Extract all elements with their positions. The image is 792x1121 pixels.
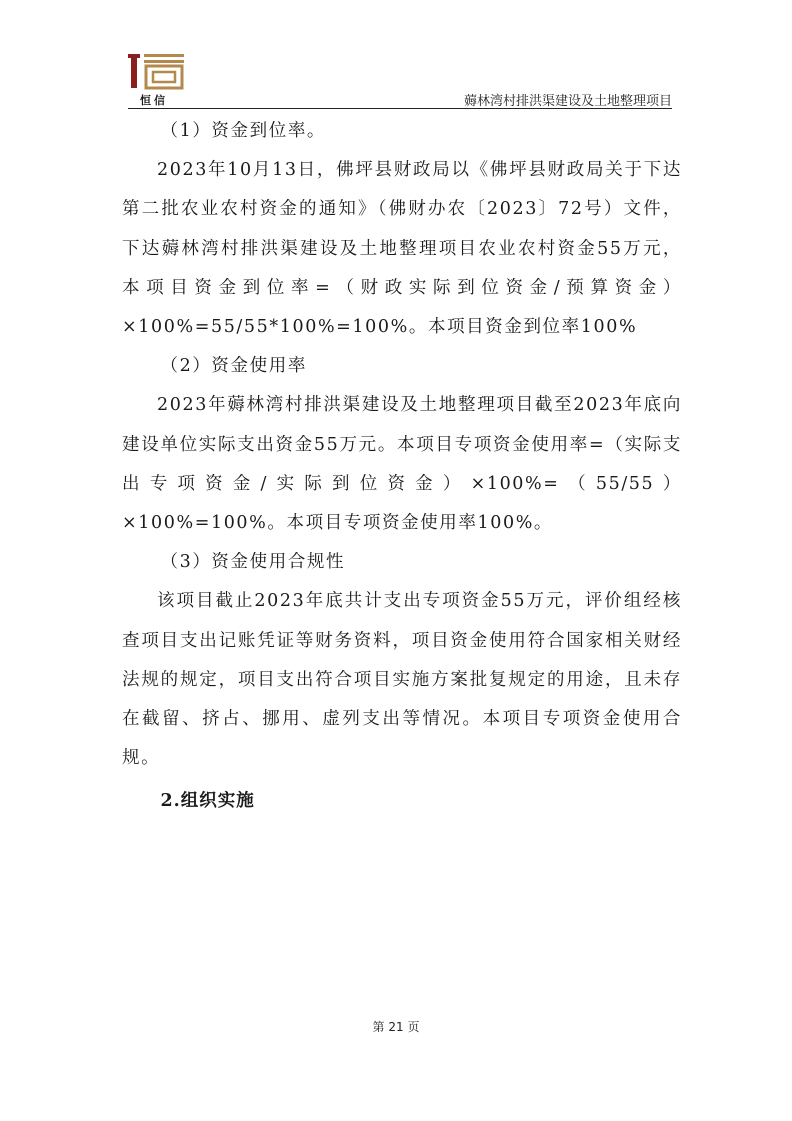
subheading-fund-arrival-rate: （1）资金到位率。 — [160, 121, 327, 141]
subheading-fund-usage-rate: （2）资金使用率 — [160, 356, 307, 377]
subheading-fund-compliance: （3）资金使用合规性 — [160, 552, 346, 573]
paragraph-fund-arrival: 2023年10月13日，佛坪县财政局以《佛坪县财政局关于下达第二批农业农村资金的通知》（佛财办农〔2023〕72号）文件，下达薅林湾村排洪渠建设及土地整理项目农业农村资金55万元，本项目资金到位率=（财政实际到位资金/预算资金）×100%=55/55*100%=100%。本项目资金到位率100% — [122, 160, 682, 338]
section-heading-organization: 2.组织实施 — [160, 791, 255, 812]
logo-text: 恒信 — [140, 94, 168, 107]
document-body — [122, 112, 682, 822]
paragraph-fund-usage: 2023年薅林湾村排洪渠建设及土地整理项目截至2023年底向建设单位实际支出资金55万元。本项目专项资金使用率=（实际支出专项资金/实际到位资金）×100%=（55/55）×100%=100%。本项目专项资金使用率100%。 — [122, 395, 682, 534]
header-divider — [128, 108, 672, 109]
page-number: 第 21 页 — [372, 1020, 420, 1034]
header-title: 薅林湾村排洪渠建设及土地整理项目 — [463, 94, 672, 109]
paragraph-fund-compliance: 该项目截止2023年底共计支出专项资金55万元，评价组经核查项目支出记账凭证等财务资料，项目资金使用符合国家相关财经法规的规定，项目支出符合项目实施方案批复规定的用途，且未存在截留、挤占、挪用、虚列支出等情况。本项目专项资金使用合规。 — [122, 591, 682, 769]
page-header — [128, 50, 672, 109]
